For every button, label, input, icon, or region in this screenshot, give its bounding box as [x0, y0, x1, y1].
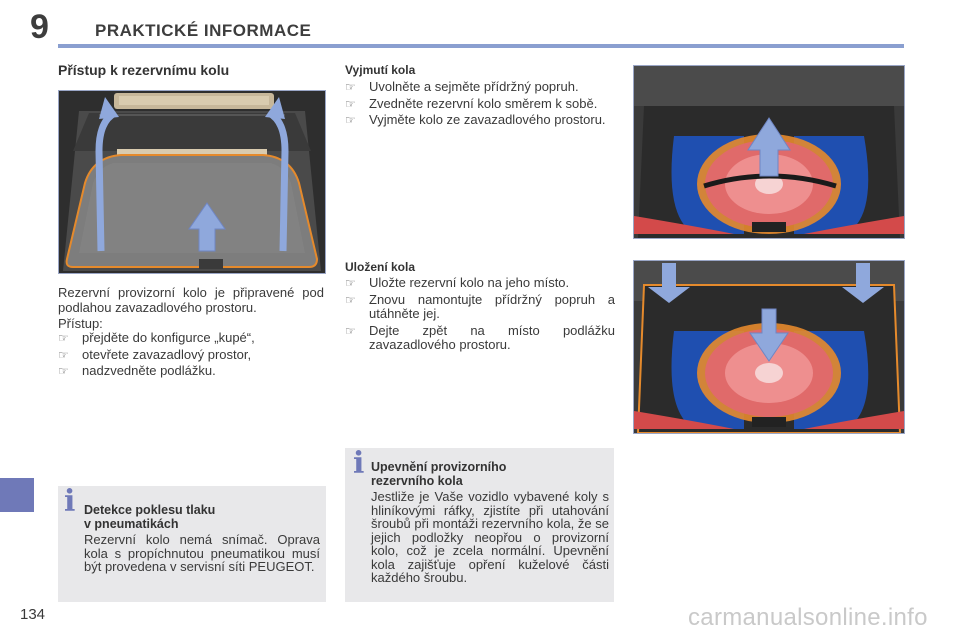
page-number: 134 [20, 606, 46, 623]
pointing-hand-icon: ☞ [345, 113, 356, 127]
list-item: ☞ Dejte zpět na místo podlážku zavazadlového prostoru. [345, 322, 615, 352]
info-tyre-text: Rezervní kolo nemá snímač. Oprava kola s propíchnutou pneumatikou musí být provedena v servisní síti PEUGEOT. [84, 532, 320, 574]
list-item: ☞ nadzvedněte podlážku. [58, 363, 216, 378]
info-fixing-title: Upevnění provizorního rezervního kola [371, 460, 507, 488]
chapter-side-tab [0, 478, 34, 512]
pointing-hand-icon: ☞ [58, 364, 69, 378]
pointing-hand-icon: ☞ [345, 292, 356, 307]
removal-title: Vyjmutí kola [345, 63, 416, 77]
info-tyre-title: Detekce poklesu tlaku v pneumatikách [84, 503, 216, 531]
photo-spare-wheel-removal [633, 65, 905, 239]
list-item: ☞ přejděte do konfigurce „kupé“, [58, 330, 255, 345]
removal-steps [345, 80, 615, 130]
info-icon: i [353, 446, 365, 481]
info-box-wheel-fixing [345, 448, 614, 602]
photo-trunk-floor [58, 90, 326, 274]
storage-steps [345, 276, 615, 355]
pointing-hand-icon: ☞ [345, 80, 356, 94]
photo-spare-wheel-storage [633, 260, 905, 434]
info-icon: i [64, 484, 76, 519]
access-intro: Rezervní provizorní kolo je připravené pod podlahou zavazadlového prostoru. [58, 285, 324, 315]
list-item: ☞ Zvedněte rezervní kolo směrem k sobě. [345, 95, 598, 111]
list-item: ☞ Uvolněte a sejměte přídržný popruh. [345, 79, 579, 94]
access-label: Přístup: [58, 316, 103, 331]
pointing-hand-icon: ☞ [58, 347, 69, 362]
info-box-tyre-pressure [58, 486, 326, 602]
list-item: ☞ otevřete zavazadlový prostor, [58, 346, 252, 362]
pointing-hand-icon: ☞ [345, 323, 356, 338]
list-item: ☞ Vyjměte kolo ze zavazadlového prostoru. [345, 112, 606, 127]
pointing-hand-icon: ☞ [58, 331, 69, 345]
pointing-hand-icon: ☞ [345, 276, 356, 290]
storage-title: Uložení kola [345, 260, 416, 274]
pointing-hand-icon: ☞ [345, 96, 356, 111]
watermark: carmanualsonline.info [688, 604, 928, 631]
list-item: ☞ Uložte rezervní kolo na jeho místo. [345, 275, 570, 290]
chapter-title: PRAKTICKÉ INFORMACE [95, 21, 312, 40]
chapter-number: 9 [30, 8, 49, 46]
access-title: Přístup k rezervnímu kolu [58, 62, 230, 78]
info-fixing-text: Jestliže je Vaše vozidlo vybavené koly s hliníkovými ráfky, zjistíte při utahování šroubů při montáži rezervního kola, že se jejich podložky neopřou o provizorní kolo, což je zcela normální. Upevnění kola zajišťuje opření kuželové části každého šroubu. [371, 489, 609, 585]
header-rule [58, 44, 904, 48]
list-item: ☞ Znovu namontujte přídržný popruh a utáhněte jej. [345, 291, 615, 321]
access-steps [58, 331, 324, 381]
